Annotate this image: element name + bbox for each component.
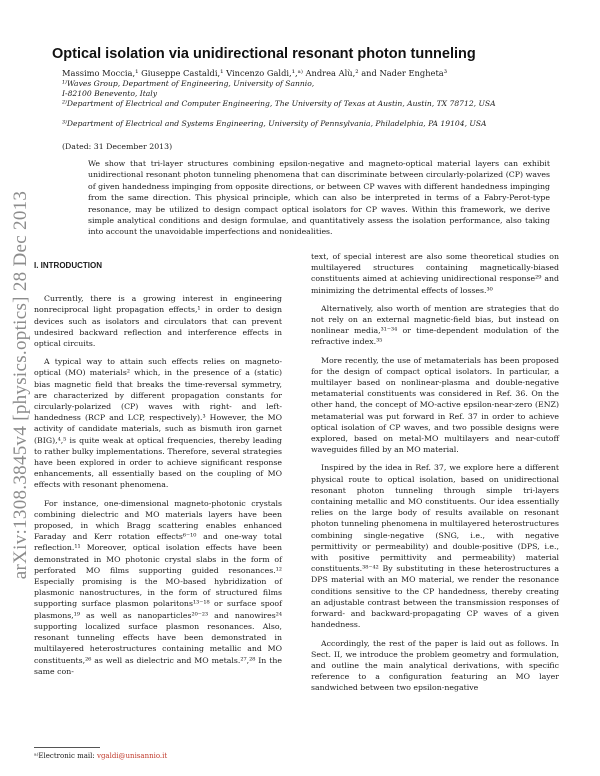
paragraph: Inspired by the idea in Ref. 37, we explore here a different physical route to optical isolation, based on unidirectional resonant photon tunneling through simple tri-layers containing metallic and MO constituents. Our idea essentially relies on the large body of results available on resonant photon tunneling phenomena in multilayered heterostructures combining single-negative (SNG, i.e., with negative permittivity or permeability) and double-positive (DPS, i.e., with positive permittivity and permeability) material constituents.³⁸⁻⁴² By substituting in these heterostructures a DPS material with an MO material, we render the resonance conditions sensitive to the CP handedness, thereby creating an adjustable contrast between the transmission responses of forward- and backward-propagating CP waves of a given handedness. (311, 463, 559, 630)
paragraph: text, of special interest are also some theoretical studies on multilayered structures containing magnetically-biased constituents aimed at achieving unidirectional response²⁹ and minimizing the detrimental effects of losses.³⁰ (311, 252, 559, 295)
left-column (34, 260, 282, 684)
right-column (311, 251, 559, 701)
footnote (34, 752, 167, 760)
affiliation-2: ²⁾Department of Electrical and Computer Engineering, The University of Texas at Austin, Austin, TX 78712, USA (62, 99, 496, 108)
author-list: Massimo Moccia,¹ Giuseppe Castaldi,¹ Vincenzo Galdi,¹,ᵃ⁾ Andrea Alù,² and Nader Engheta³ (62, 68, 448, 78)
paragraph: Accordingly, the rest of the paper is laid out as follows. In Sect. II, we introduce the problem geometry and formulation, and outline the main analytical derivations, with specific reference to a configuration featuring an MO layer sandwiched between two epsilon-negative (311, 638, 559, 693)
paper-title: Optical isolation via unidirectional resonant photon tunneling (52, 46, 476, 62)
affiliation-3: ³⁾Department of Electrical and Systems Engineering, University of Pennsylvania, Philadelphia, PA 19104, USA (62, 119, 487, 128)
affiliation-1: ¹⁾Waves Group, Department of Engineering, University of Sannio, I-82100 Benevento, Italy (62, 79, 315, 98)
paragraph: A typical way to attain such effects relies on magneto-optical (MO) materials² which, in the presence of a (static) bias magnetic field that breaks the time-reversal symmetry, are characterized by different propagation constants for circularly-polarized (CP) waves with right- and left-handedness (RCP and LCP, respectively).³ However, the MO activity of candidate materials, such as bismuth iron garnet (BIG),⁴,⁵ is quite weak at optical frequencies, thereby leading to rather bulky implementations. Therefore, several strategies have been explored in order to achieve significant response enhancements, all essentially based on the coupling of MO effects with resonant phenomena. (34, 357, 282, 490)
paragraph: More recently, the use of metamaterials has been proposed for the design of compact optical isolators. In particular, a multilayer based on nonlinear-plasma and double-negative metamaterial constituents was considered in Ref. 36. On the other hand, the concept of MO-active epsilon-near-zero (ENZ) metamaterial was put forward in Ref. 37 in order to achieve optical isolation of CP waves, and two possible designs were explored, based on metal-MO multilayers and near-cutoff waveguides filled by an MO material. (311, 355, 559, 455)
paragraph: Currently, there is a growing interest in engineering nonreciprocal light propagation effects,¹ in order to design devices such as isolators and circulators that can prevent undesired backward reflection and interference effects in optical circuits. (34, 294, 282, 349)
footnote-label: ᵃ⁾Electronic mail: (34, 752, 97, 760)
arxiv-sidebar-stamp (6, 150, 36, 620)
paragraph: For instance, one-dimensional magneto-photonic crystals combining dielectric and MO materials layers have been proposed, in which Bragg scattering enables enhanced Faraday and Kerr rotation effects⁶⁻¹⁰ and one-way total reflection.¹¹ Moreover, optical isolation effects have been demonstrated in MO photonic crystal slabs in the form of perforated MO films supporting guided resonances.¹² Especially promising is the MO-based hybridization of plasmonic nanostructures, in the form of structured films supporting surface plasmon polaritons¹³⁻¹⁸ or surface spoof plasmons,¹⁹ as well as nanoparticles²⁰⁻²³ and nanowires²⁴ supporting localized surface plasmon resonances. Also, resonant tunneling effects have been demonstrated in multilayered heterostructures containing metallic and MO constituents,²⁶ as well as dielectric and MO metals.²⁷,²⁸ In the same con- (34, 498, 282, 676)
email-link[interactable]: vgaldi@unisannio.it (96, 752, 168, 760)
footnote-divider (34, 747, 100, 748)
abstract: We show that tri-layer structures combining epsilon-negative and magneto-optical material layers can exhibit unidirectional resonant photon tunneling phenomena that can discriminate between circularly-polarized (CP) waves of given handedness impinging from opposite directions, or between CP waves with different handedness impinging from the same direction. This physical principle, which can also be interpreted in terms of a Fabry-Perot-type resonance, may be utilized to design compact optical isolators for CP waves. Within this framework, we derive simple analytical conditions and design formulae, and quantitatively assess the isolation performance, also taking into account the unavoidable imperfections and nonidealities. (88, 159, 550, 237)
arxiv-id: arXiv:1308.3845v4 [physics.optics] 28 Dec 2013 (10, 190, 31, 580)
section-heading: I. INTRODUCTION (34, 261, 102, 270)
paragraph: Alternatively, also worth of mention are strategies that do not rely on an external magnetic-field bias, but instead on nonlinear media,³¹⁻³⁴ or time-dependent modulation of the refractive index.³⁵ (311, 303, 559, 347)
date-line: (Dated: 31 December 2013) (62, 142, 173, 151)
